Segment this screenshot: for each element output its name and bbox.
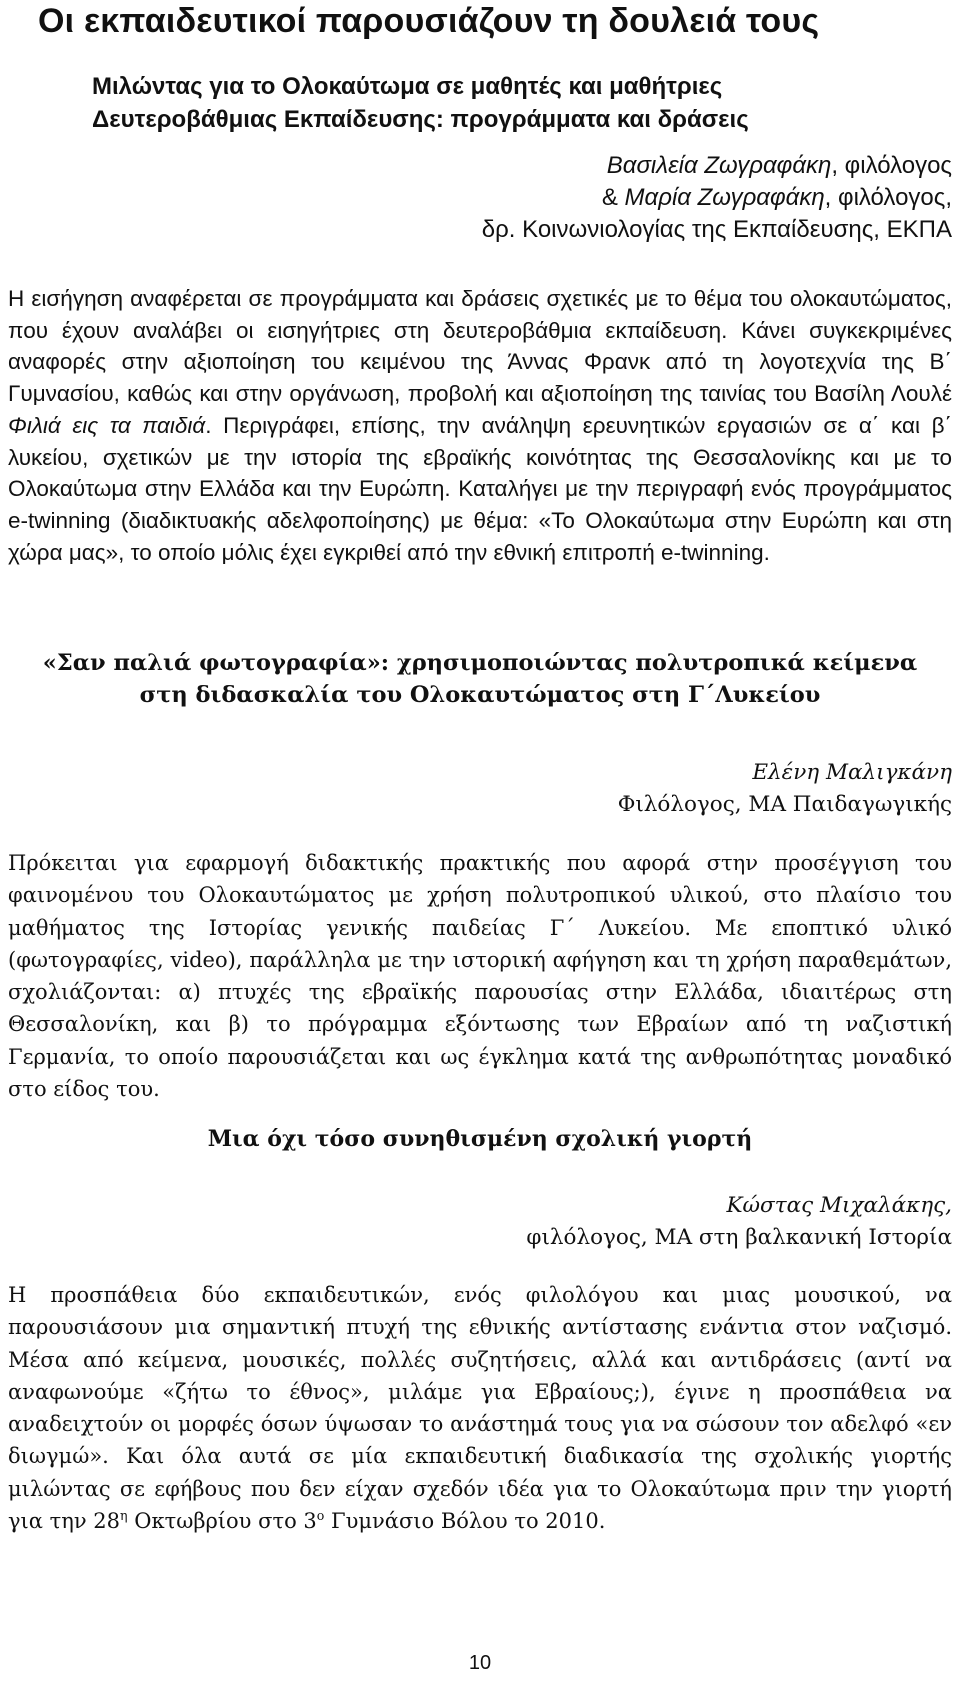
article1-authors: [482, 150, 952, 246]
article1-author2-name: Μαρία Ζωγραφάκη: [624, 184, 825, 211]
article2-author-name-text: Ελένη Μαλιγκάνη: [752, 760, 952, 785]
article2-author-role: Φιλόλογος, ΜΑ Παιδαγωγικής: [617, 792, 952, 817]
article1-author1-role: , φιλόλογος: [831, 152, 952, 179]
article1-film-title: Φιλιά εις τα παιδιά: [8, 412, 206, 438]
page-title: Οι εκπαιδευτικοί παρουσιάζουν τη δουλειά τους: [38, 2, 820, 40]
article1-body-text-a: Η εισήγηση αναφέρεται σε προγράμματα και δράσεις σχετικές με το θέμα του ολοκαυτώματος, που έχουν αναλάβει οι εισηγήτριες στη δευτεροβάθμια εκπαίδευση. Κάνει συγκεκριμένες αναφορές στην αξιοποίηση του κειμένου της Άννας Φρανκ από τη λογοτεχνία της Β΄ Γυμνασίου, καθώς και στην οργάνωση, προβολή και αξιοποίηση της ταινίας του Βασίλη Λουλέ: [8, 286, 952, 407]
article1-author2-role: , φιλόλογος,: [824, 184, 952, 211]
article3-body-text-b: Οκτωβρίου στο 3: [127, 1509, 317, 1534]
article2-body: Πρόκειται για εφαρμογή διδακτικής πρακτικής που αφορά στην προσέγγιση του φαινομένου του Ολοκαυτώματος με χρήση πολυτροπικού υλικού, στο πλαίσιο του μαθήματος της Ιστορίας γενικής παιδείας Γ΄ Λυκείου. Με εποπτικό υλικό (φωτογραφίες, video), παράλληλα με την ιστορική αφήγηση και τη χρήση παραθεμάτων, σχολιάζονται: α) πτυχές της εβραϊκής παρουσίας στην Ελλάδα, ιδιαιτέρως στη Θεσσαλονίκη, και β) το πρόγραμμα εξόντωσης των Εβραίων από τη ναζιστική Γερμανία, το οποίο παρουσιάζεται και ως έγκλημα κατά της ανθρωπότητας μοναδικό στο είδος του.: [8, 851, 952, 1102]
article2-author: [618, 757, 952, 821]
article1-title-line1: Μιλώντας για το Ολοκαύτωμα σε μαθητές και μαθήτριες: [92, 73, 723, 100]
article3-body: [8, 1279, 952, 1537]
article3-author-role: φιλόλογος, ΜΑ στη βαλκανική Ιστορία: [526, 1225, 952, 1250]
article1-author1-name: Βασιλεία Ζωγραφάκη: [606, 152, 832, 179]
article2-title-line1: «Σαν παλιά φωτογραφία»: χρησιμοποιώντας πολυτροπικά κείμενα: [42, 650, 918, 676]
article3-sup-1: η: [120, 1508, 128, 1524]
article1-author1: [482, 150, 952, 182]
article3-title: Μια όχι τόσο συνηθισμένη σχολική γιορτή: [207, 1126, 753, 1152]
article1-body-text-b: . Περιγράφει, επίσης, την ανάληψη ερευνητικών εργασιών σε α΄ και β΄ λυκείου, σχετικών με την ιστορία της εβραϊκής κοινότητας της Θεσσαλονίκης και με το Ολοκαύτωμα στην Ελλάδα και την Ευρώπη. Καταλήγει με την περιγραφή ενός προγράμματος e-twinning (διαδικτυακής αδελφοποίησης) με θέμα: «Το Ολοκαύτωμα στην Ευρώπη και στη χώρα μας», το οποίο μόλις έχει εγκριθεί από την εθνική επιτροπή e-twinning.: [8, 412, 952, 565]
page-number: 10: [468, 1652, 492, 1674]
article1-author2-prefix: &: [601, 184, 625, 211]
article3-author: [526, 1190, 952, 1254]
article2-author-name: [618, 757, 952, 789]
article3-author-name-text: Κώστας Μιχαλάκης,: [726, 1193, 952, 1218]
article2-title: [0, 647, 960, 711]
article2-title-line2: στη διδασκαλία του Ολοκαυτώματος στη Γ΄Λυκείου: [139, 682, 821, 708]
article3-author-name: [526, 1190, 952, 1222]
article1-title-line2: Δευτεροβάθμιας Εκπαίδευσης: προγράμματα και δράσεις: [92, 106, 749, 133]
article1-body: [8, 283, 952, 568]
article1-author2-affiliation: δρ. Κοινωνιολογίας της Εκπαίδευσης, ΕΚΠΑ: [481, 216, 952, 243]
article1-title: [92, 70, 749, 136]
article3-sup-2: ο: [316, 1508, 325, 1524]
article3-body-text-a: Η προσπάθεια δύο εκπαιδευτικών, ενός φιλολόγου και μιας μουσικού, να παρουσιάσουν μια σημαντική πτυχή της εθνικής αντίστασης ενάντια στον ναζισμό. Μέσα από κείμενα, μουσικές, πολλές συζητήσεις, αλλά και αντιδράσεις (αντί να αναφωνούμε «ζήτω το έθνος», μιλάμε για Εβραίους;), έγινε η προσπάθεια να αναδειχτούν οι μορφές όσων ύψωσαν το ανάστημά τους για να σώσουν τον αδελφό «εν διωγμώ». Και όλα αυτά σε μία εκπαιδευτική διαδικασία της σχολικής γιορτής μιλώντας σε εφήβους που δεν είχαν σχεδόν ιδέα για το Ολοκαύτωμα πριν την γιορτή για την 28: [8, 1283, 952, 1534]
article1-author2: [482, 182, 952, 214]
article3-body-text-c: Γυμνάσιο Βόλου το 2010.: [324, 1509, 606, 1534]
